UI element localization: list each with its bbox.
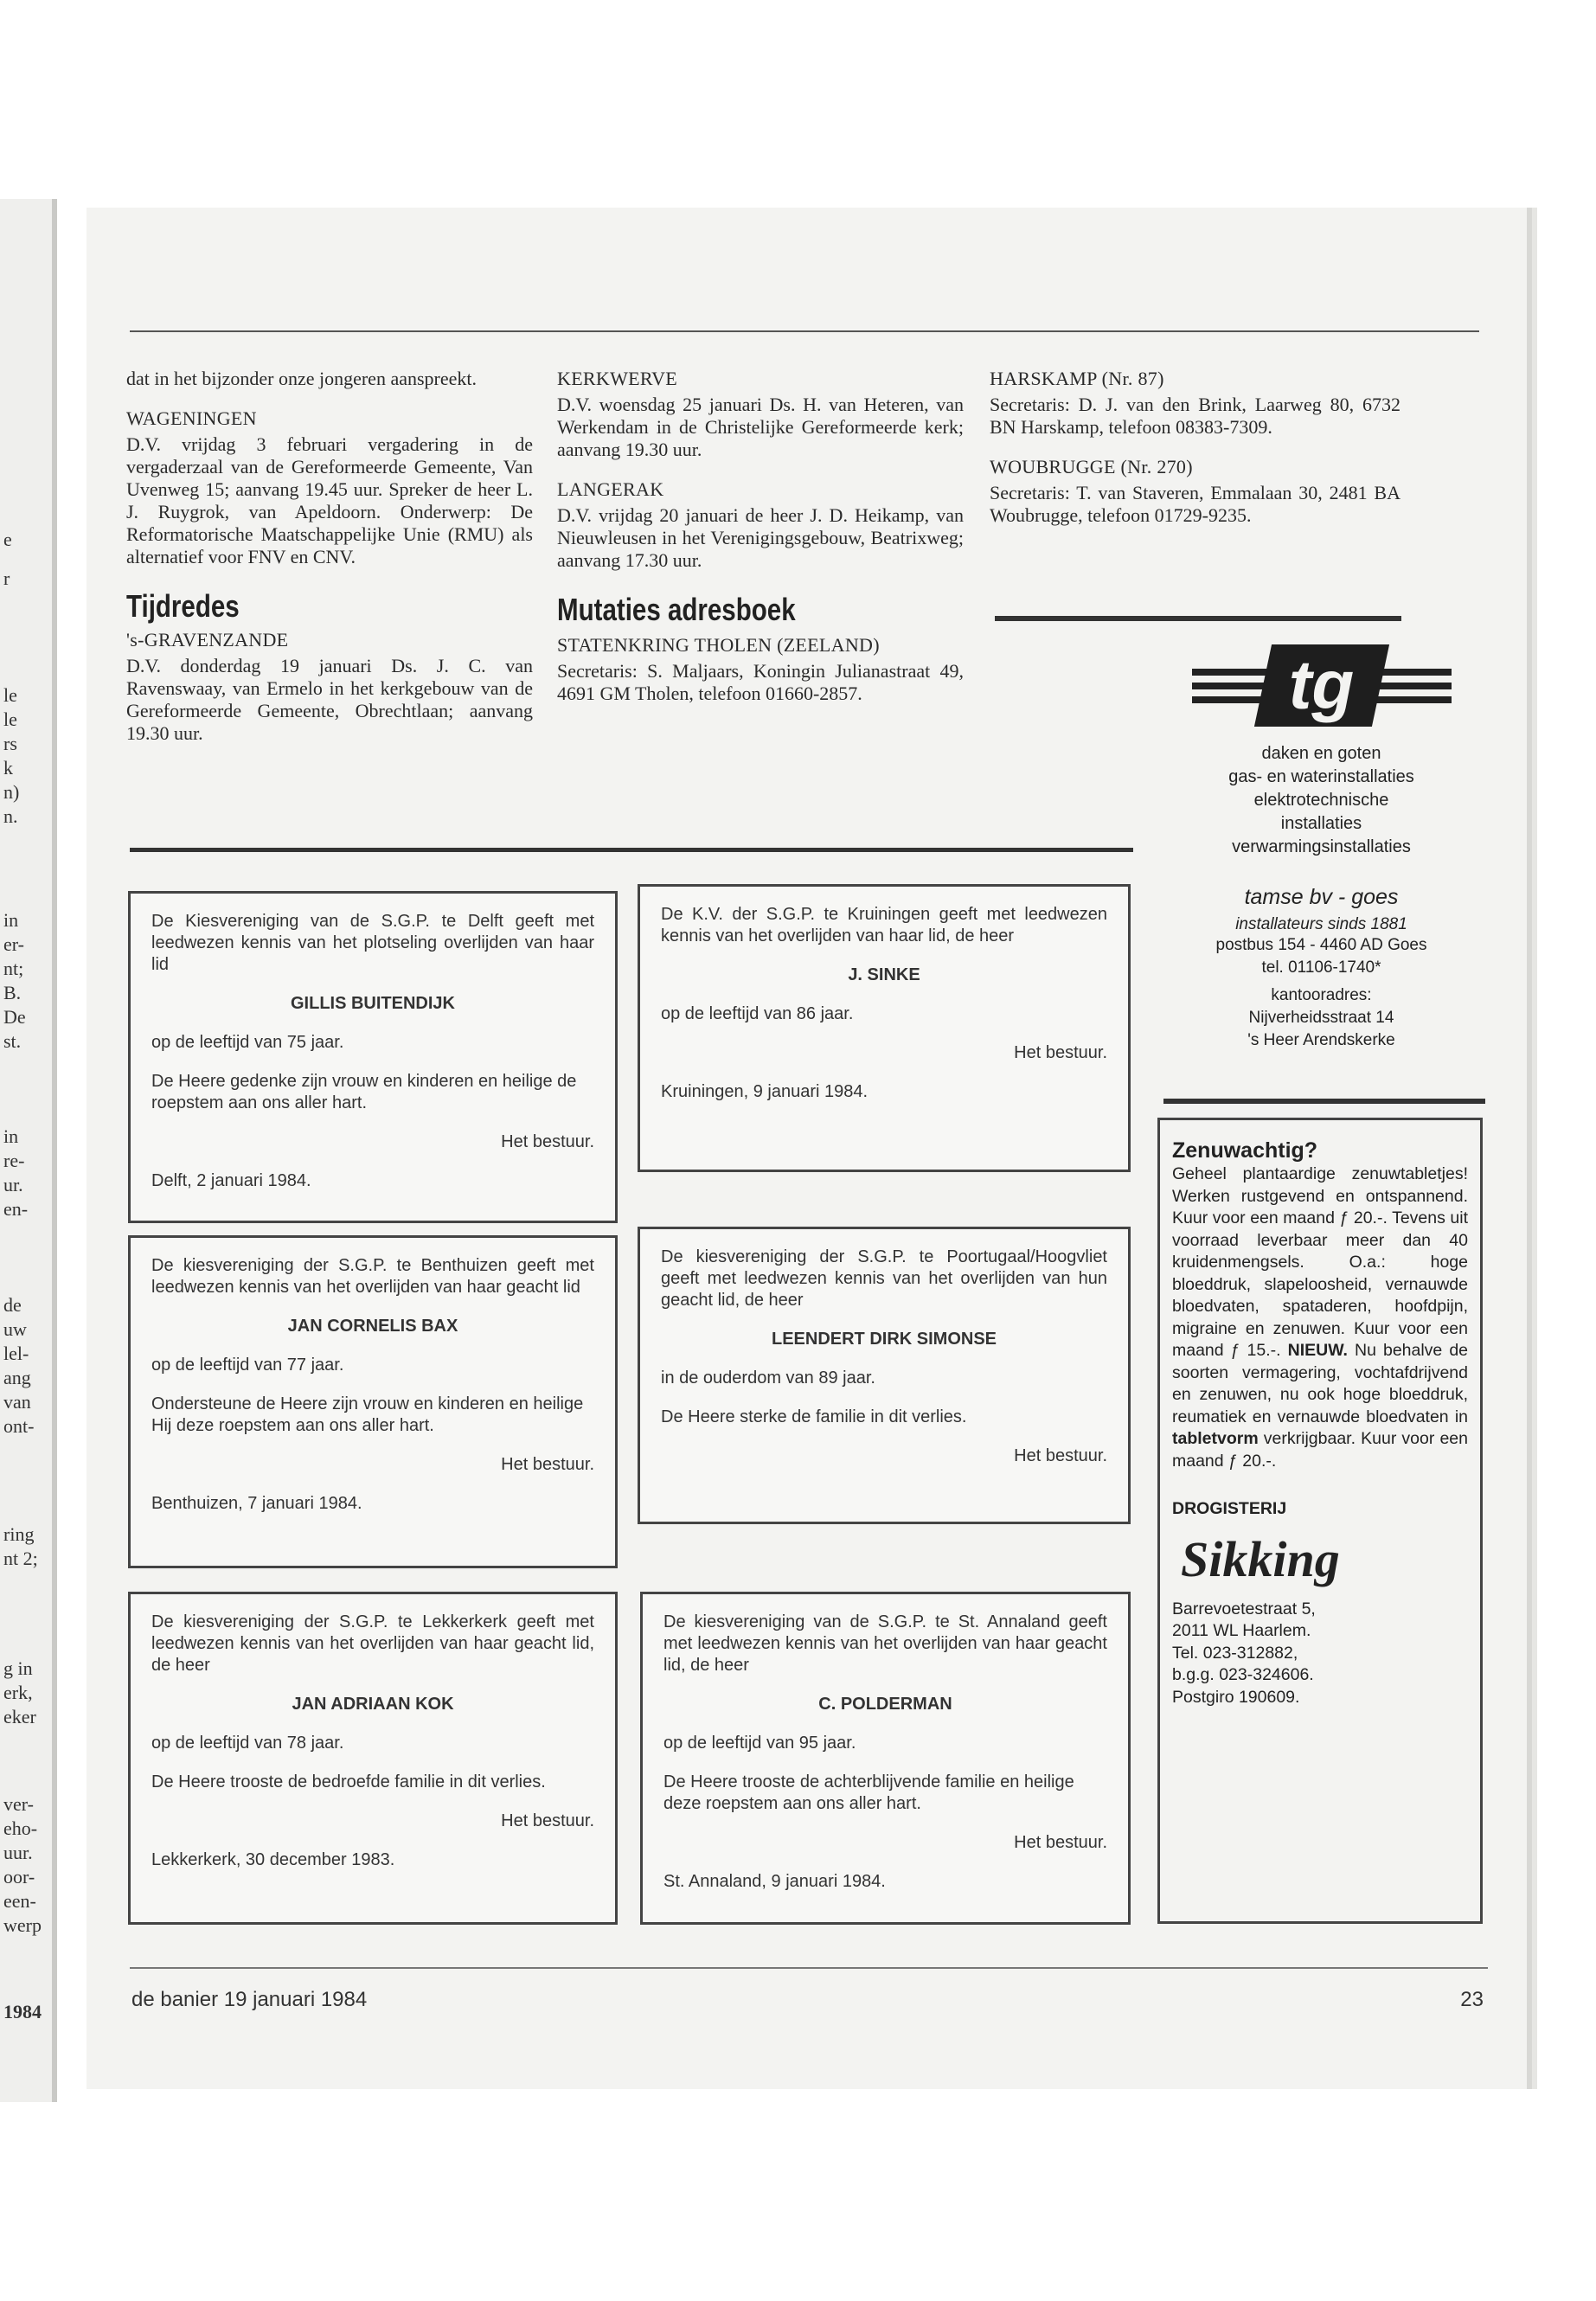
notice-age: op de leeftijd van 86 jaar. [661, 1004, 854, 1023]
tamse-postbus: postbus 154 - 4460 AD Goes [1215, 936, 1427, 954]
sikking-phone-alt: b.g.g. 023-324606. [1172, 1665, 1314, 1684]
prev-fragment: De [3, 1006, 26, 1028]
gravenzande-text: D.V. donderdag 19 januari Ds. J. C. van Ravenswaay, van Ermelo in het kerkgebouw van de Gereformeerde Gemeente, Obrechtlaan; aanvang 19.30 uur. [126, 655, 533, 744]
prev-fragment: uur. [3, 1842, 33, 1863]
sikking-body-3: verkrijgbaar. Kuur voor een maand ƒ 20.-. [1172, 1429, 1468, 1471]
wageningen-text: D.V. vrijdag 3 februari vergadering in de vergaderzaal van de Gereformeerde Gemeente, Van Uvenweg 15; aanvang 19.45 uur. Spreker de heer L. J. Ruygrok, van Apeldoorn. Onderwerp: De Reformatorische Maatschappelijke Unie (RMU) als alternatief voor FNV en CNV. [126, 433, 533, 567]
sikking-title: Zenuwachtig? [1172, 1138, 1318, 1163]
prev-fragment: nt 2; [3, 1548, 38, 1569]
prev-fragment: re- [3, 1150, 25, 1171]
notice-signature: Het bestuur. [501, 1132, 594, 1151]
statenkring-text: Secretaris: S. Maljaars, Koningin Julianastraat 49, 4691 GM Tholen, telefoon 01660-2857. [557, 660, 964, 704]
notice-name: J. SINKE [848, 965, 920, 984]
notice-name: JAN CORNELIS BAX [287, 1317, 458, 1336]
notice-intro: De kiesvereniging der S.G.P. te Poortugaal/Hoogvliet geeft met leedwezen kennis van het overlijden van hun geacht lid, de heer [661, 1247, 1107, 1310]
tamse-office-label: kantooradres: [1271, 986, 1372, 1004]
prev-fragment: werp [3, 1914, 42, 1936]
tamse-office-town: 's Heer Arendskerke [1247, 1031, 1395, 1049]
tamse-since: installateurs sinds 1881 [1235, 915, 1407, 933]
notice-name: JAN ADRIAAN KOK [292, 1695, 454, 1714]
column-3 [990, 368, 1401, 527]
notice-place-date: Delft, 2 januari 1984. [151, 1171, 311, 1190]
prev-fragment: lel- [3, 1343, 29, 1364]
sikking-body [1172, 1163, 1468, 1472]
sikking-address-1: Barrevoetestraat 5, [1172, 1599, 1316, 1618]
obituary-notice [638, 1227, 1131, 1524]
prev-fragment: le [3, 708, 17, 730]
notice-place-date: St. Annaland, 9 januari 1984. [663, 1872, 886, 1891]
prev-fragment: oor- [3, 1866, 35, 1888]
ad-divider [1163, 1099, 1485, 1104]
sikking-body-2: Nu behalve de soorten vermagering, vochtafdrijvend en zenuwen, nu ook hoge bloeddruk, reumatiek en vernauwde bloedvaten in [1172, 1341, 1469, 1426]
footer-rule [130, 1967, 1488, 1969]
notice-age: op de leeftijd van 95 jaar. [663, 1734, 856, 1753]
top-rule [130, 330, 1479, 332]
sikking-giro: Postgiro 190609. [1172, 1687, 1300, 1707]
logo-letters: tg [1288, 646, 1355, 723]
sikking-address-2: 2011 WL Haarlem. [1172, 1621, 1311, 1640]
prev-fragment: ur. [3, 1174, 23, 1195]
service-item: verwarmingsinstallaties [1232, 837, 1411, 856]
intro-text: dat in het bijzonder onze jongeren aanspreekt. [126, 368, 478, 389]
harskamp-heading: HARSKAMP (Nr. 87) [990, 368, 1164, 389]
prev-fragment: uw [3, 1318, 27, 1340]
sikking-nieuw: NIEUW. [1287, 1341, 1348, 1360]
sikking-logo: Sikking [1181, 1530, 1340, 1587]
langerak-text: D.V. vrijdag 20 januari de heer J. D. Heikamp, van Nieuwleusen in het Verenigingsgebouw, Beatrixweg; aanvang 17.30 uur. [557, 504, 964, 571]
notice-intro: De kiesvereniging der S.G.P. te Lekkerkerk geeft met leedwezen kennis van het overlijden van haar geacht lid, de heer [151, 1612, 594, 1675]
sikking-tablet: tabletvorm [1172, 1429, 1259, 1448]
prev-fragment: rs [3, 733, 17, 754]
prev-fragment: en- [3, 1198, 29, 1220]
prev-fragment: k [3, 757, 13, 779]
notice-place-date: Lekkerkerk, 30 december 1983. [151, 1850, 395, 1869]
obituary-notice [638, 884, 1131, 1172]
notice-age: op de leeftijd van 75 jaar. [151, 1033, 344, 1052]
service-item: daken en goten [1261, 744, 1381, 763]
column-1 [126, 368, 533, 745]
tamse-company: tamse bv - goes [1244, 885, 1399, 909]
tamse-office-street: Nijverheidsstraat 14 [1248, 1009, 1394, 1027]
prev-fragment: eker [3, 1706, 36, 1727]
prev-fragment: de [3, 1294, 22, 1316]
service-item: gas- en waterinstallaties [1228, 767, 1414, 786]
prev-fragment: ont- [3, 1415, 35, 1437]
prev-fragment: 1984 [3, 2001, 42, 2022]
sikking-phone: Tel. 023-312882, [1172, 1643, 1298, 1663]
notice-place-date: Benthuizen, 7 januari 1984. [151, 1494, 362, 1513]
magazine-page [87, 208, 1527, 2089]
footer-issue: de banier 19 januari 1984 [131, 1988, 368, 2011]
prev-fragment: le [3, 684, 17, 706]
prev-fragment: eho- [3, 1817, 38, 1839]
woubrugge-text: Secretaris: T. van Staveren, Emmalaan 30, 2481 BA Woubrugge, telefoon 01729-9235. [990, 482, 1401, 526]
notice-name: LEENDERT DIRK SIMONSE [771, 1330, 997, 1349]
notice-age: op de leeftijd van 77 jaar. [151, 1356, 344, 1375]
sikking-drogisterij: DROGISTERIJ [1172, 1499, 1287, 1518]
obituary-notice [640, 1592, 1131, 1925]
notice-wish: De Heere gedenke zijn vrouw en kinderen en heilige de roepstem aan ons aller hart. [151, 1072, 577, 1112]
prev-fragment: er- [3, 933, 24, 955]
notice-signature: Het bestuur. [1014, 1446, 1107, 1465]
notice-age: in de ouderdom van 89 jaar. [661, 1368, 875, 1388]
service-item: elektrotechnische [1253, 791, 1389, 810]
tijdredes-heading: Tijdredes [126, 588, 240, 624]
obituary-notice [128, 1592, 618, 1925]
prev-fragment: erk, [3, 1682, 33, 1703]
sikking-advertisement [1157, 1118, 1483, 1924]
prev-fragment: in [3, 1125, 19, 1147]
kerkwerve-heading: KERKWERVE [557, 368, 678, 389]
tamse-advertisement [1159, 644, 1484, 1052]
tamse-phone: tel. 01106-1740* [1261, 958, 1381, 977]
prev-fragment: n) [3, 781, 20, 803]
wageningen-heading: WAGENINGEN [126, 407, 257, 429]
mid-rule [130, 848, 1133, 852]
notice-signature: Het bestuur. [501, 1455, 594, 1474]
prev-fragment: in [3, 909, 19, 931]
harskamp-text: Secretaris: D. J. van den Brink, Laarweg 80, 6732 BN Harskamp, telefoon 08383-7309. [990, 394, 1401, 438]
woubrugge-heading: WOUBRUGGE (Nr. 270) [990, 456, 1193, 478]
notice-wish: De Heere sterke de familie in dit verlies. [661, 1407, 967, 1426]
previous-page-edge [0, 199, 57, 2102]
gravenzande-heading: 's-GRAVENZANDE [126, 629, 289, 651]
sikking-body-1: Geheel plantaardige zenuwtabletjes! Werken rustgevend en ontspannend. Kuur voor een maand ƒ 20.-. Tevens uit voorraad leverbaar meer dan 40 kruidenmengsels. O.a.: hoge bloeddruk, slapeloosheid, vernauwde bloedvaten, spataderen, hoofdpijn, migraine en zenuwen. Kuur voor een maand ƒ 15.-. [1172, 1164, 1468, 1360]
obituary-notice [128, 1235, 618, 1568]
notice-intro: De kiesvereniging van de S.G.P. te St. Annaland geeft met leedwezen kennis van het overlijden van haar geacht lid, de heer [663, 1612, 1107, 1675]
column-2 [557, 368, 964, 705]
prev-fragment: ang [3, 1367, 31, 1388]
notice-intro: De Kiesvereniging van de S.G.P. te Delft geeft met leedwezen kennis van het plotseling overlijden van haar lid [151, 912, 594, 974]
notice-wish: Ondersteune de Heere zijn vrouw en kinderen en heilige Hij deze roepstem aan ons aller hart. [151, 1394, 584, 1435]
obituary-notice [128, 891, 618, 1223]
prev-fragment: ver- [3, 1793, 34, 1815]
langerak-heading: LANGERAK [557, 478, 664, 500]
prev-fragment: st. [3, 1030, 22, 1052]
notice-intro: De K.V. der S.G.P. te Kruiningen geeft met leedwezen kennis van het overlijden van haar lid, de heer [661, 905, 1107, 945]
tamse-logo [1192, 644, 1452, 727]
prev-fragment: van [3, 1391, 31, 1413]
prev-fragment: B. [3, 982, 22, 1003]
prev-fragment: nt; [3, 958, 24, 979]
notice-signature: Het bestuur. [1014, 1043, 1107, 1062]
notice-age: op de leeftijd van 78 jaar. [151, 1734, 344, 1753]
prev-fragment: een- [3, 1890, 36, 1912]
statenkring-heading: STATENKRING THOLEN (ZEELAND) [557, 634, 880, 656]
prev-fragment: g in [3, 1657, 33, 1679]
notice-signature: Het bestuur. [1014, 1833, 1107, 1852]
services-list [1159, 742, 1484, 859]
service-item: installaties [1280, 814, 1362, 833]
notice-wish: De Heere trooste de achterblijvende familie en heilige deze roepstem aan ons aller hart. [663, 1772, 1074, 1813]
notice-wish: De Heere trooste de bedroefde familie in dit verlies. [151, 1772, 546, 1791]
notice-place-date: Kruiningen, 9 januari 1984. [661, 1082, 869, 1101]
page-number: 23 [1460, 1988, 1484, 2011]
notice-name: C. POLDERMAN [818, 1695, 952, 1714]
kerkwerve-text: D.V. woensdag 25 januari Ds. H. van Heteren, van Werkendam in de Christelijke Gereformeerde kerk; aanvang 19.30 uur. [557, 394, 964, 460]
prev-fragment: n. [3, 805, 18, 827]
notice-name: GILLIS BUITENDIJK [290, 994, 455, 1013]
mutaties-heading: Mutaties adresboek [557, 592, 796, 627]
prev-fragment: r [3, 567, 10, 589]
notice-signature: Het bestuur. [501, 1811, 594, 1830]
notice-intro: De kiesvereniging der S.G.P. te Benthuizen geeft met leedwezen kennis van het overlijden van haar geacht lid [151, 1256, 594, 1297]
column-3-rule [995, 616, 1401, 621]
prev-fragment: e [3, 529, 12, 550]
prev-fragment: ring [3, 1523, 35, 1545]
